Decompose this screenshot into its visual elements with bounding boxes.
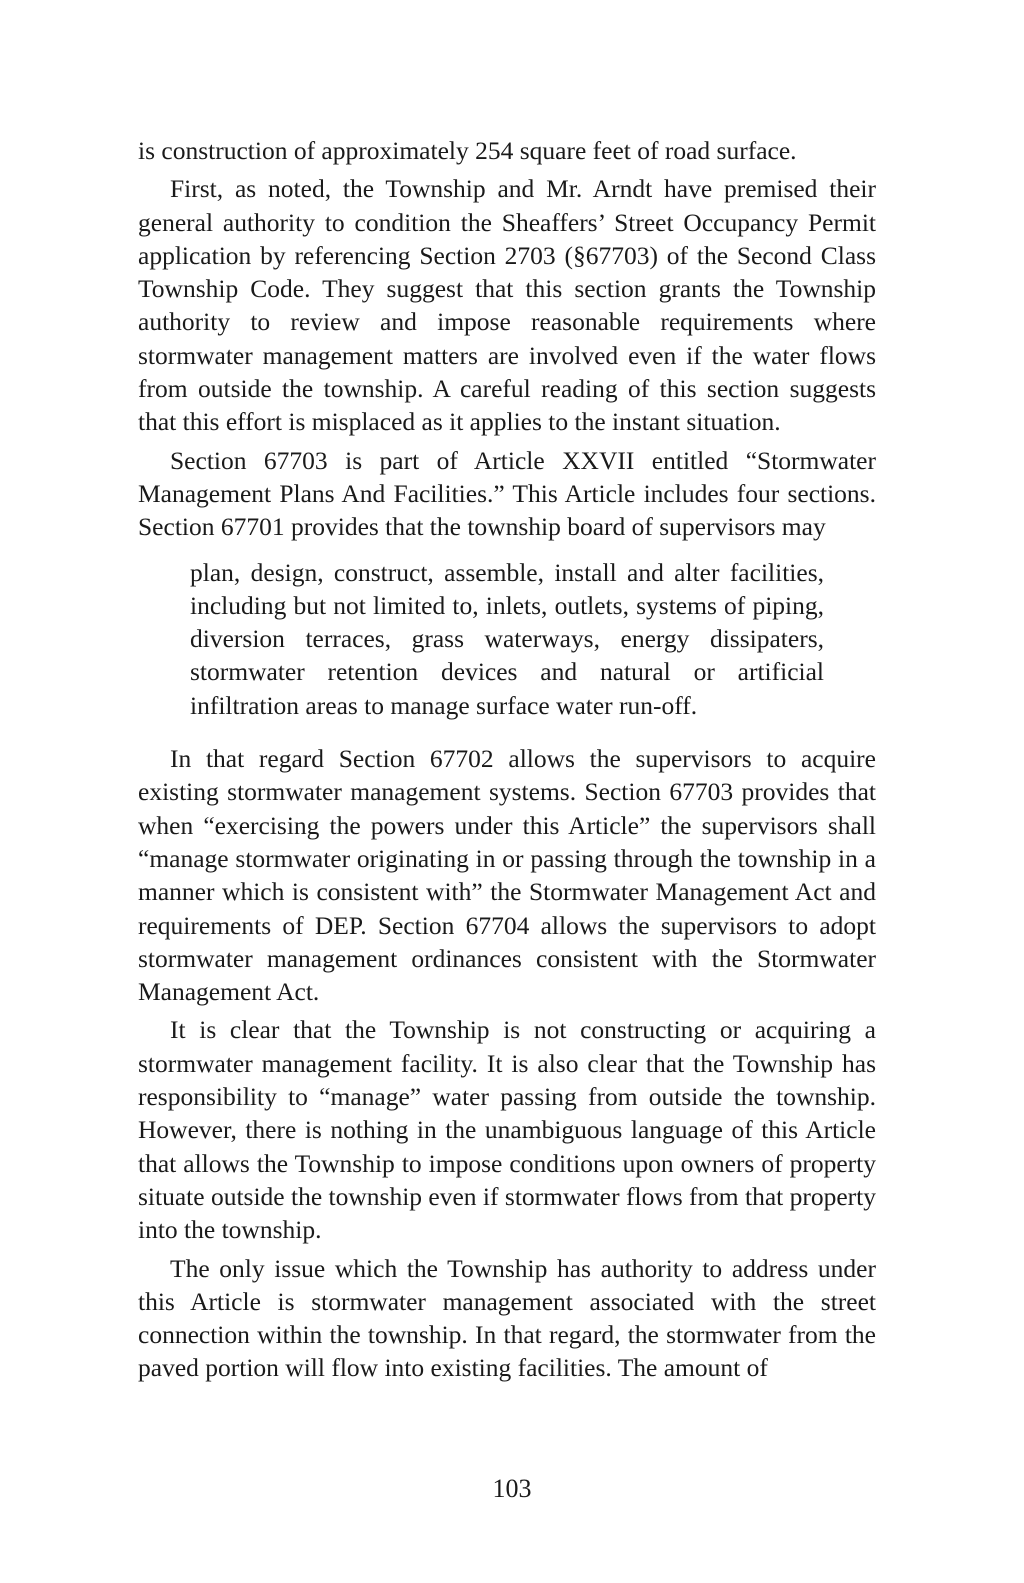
paragraph-section-67702-67704: In that regard Section 67702 allows the supervisors to acquire existing stormwater management systems. Section 67703 provides that when “exercising the powers under this Article” the supervisors shall “manage stormwater originating in or passing through the township in a manner which is consistent with” the Stormwater Management Act and requirements of DEP. Section 67704 allows the supervisors to adopt stormwater management ordinances consistent with the Stormwater Management Act. <box>138 744 876 1007</box>
block-quote-section-67701: plan, design, construct, assemble, install and alter facilities, including but not limited to, inlets, outlets, systems of piping, diversion terraces, grass waterways, energy dissipaters, stormwater retention devices and natural or artificial infiltration areas to manage surface water run-off. <box>190 557 824 720</box>
paragraph-only-issue: The only issue which the Township has authority to address under this Article is stormwater management associated with the street connection within the township. In that regard, the stormwater from the paved portion will flow into existing facilities. The amount of <box>138 1253 876 1383</box>
paragraph-section-2703-authority: First, as noted, the Township and Mr. Arndt have premised their general authority to condition the Sheaffers’ Street Occupancy Permit application by referencing Section 2703 (§67703) of the Second Class Township Code. They suggest that this section grants the Township authority to review and impose reasonable requirements where stormwater management matters are involved even if the water flows from outside the township. A careful reading of this section suggests that this effort is misplaced as it applies to the instant situation. <box>138 174 876 437</box>
paragraph-township-responsibility: It is clear that the Township is not constructing or acquiring a stormwater management facility. It is also clear that the Township has responsibility to “manage” water passing from outside the township. However, there is nothing in the unambiguous language of this Article that allows the Township to impose conditions upon owners of property situate outside the township even if stormwater flows from that property into the township. <box>138 1015 876 1245</box>
page-body <box>138 134 876 1385</box>
paragraph-article-xxvii: Section 67703 is part of Article XXVII entitled “Stormwater Management Plans And Facilities.” This Article includes four sections. Section 67701 provides that the township board of supervisors may <box>138 445 876 542</box>
paragraph-continuation: is construction of approximately 254 square feet of road surface. <box>138 136 797 165</box>
page-number: 103 <box>492 1474 532 1503</box>
